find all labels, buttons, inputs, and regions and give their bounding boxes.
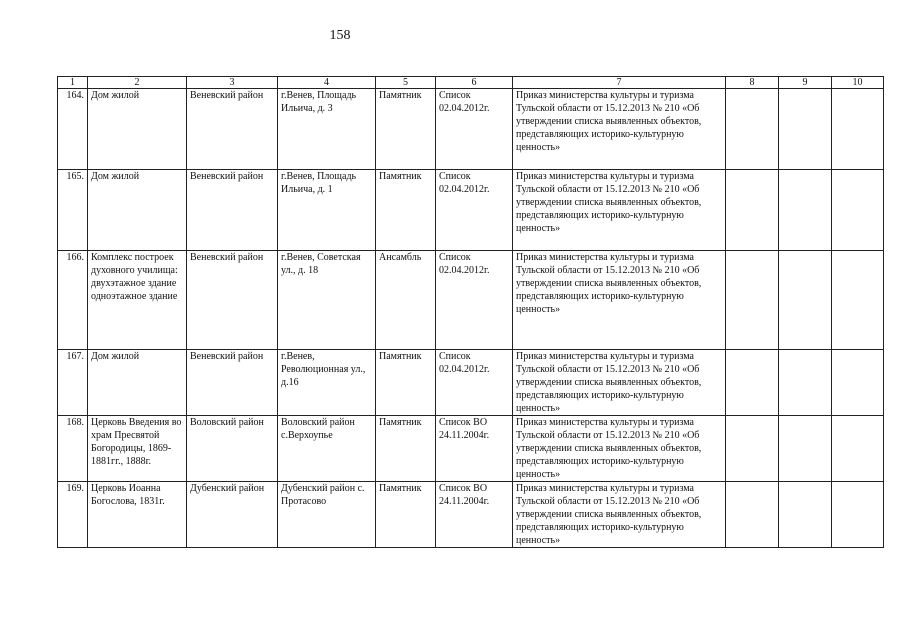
order-reference: Приказ министерства культуры и туризма Тульской области от 15.12.2013 № 210 «Об утверждении списка выявленных объектов, представляющих историко-культурную ценность» <box>513 350 726 416</box>
address: г.Венев, Площадь Ильича, д. 1 <box>278 170 376 251</box>
column-8-cell <box>726 350 779 416</box>
address: Дубенский район с. Протасово <box>278 482 376 548</box>
column-9-cell <box>779 482 832 548</box>
column-header: 9 <box>779 77 832 89</box>
object-type: Памятник <box>376 482 436 548</box>
column-header: 6 <box>436 77 513 89</box>
district: Веневский район <box>187 170 278 251</box>
district: Веневский район <box>187 89 278 170</box>
table-row <box>58 350 884 416</box>
address: Воловский район с.Верхоупье <box>278 416 376 482</box>
column-header: 7 <box>513 77 726 89</box>
table-row <box>58 89 884 170</box>
district: Воловский район <box>187 416 278 482</box>
row-number: 165. <box>58 170 88 251</box>
list-reference: Список 02.04.2012г. <box>436 89 513 170</box>
column-9-cell <box>779 251 832 350</box>
district: Веневский район <box>187 350 278 416</box>
object-name: Дом жилой <box>88 350 187 416</box>
column-9-cell <box>779 350 832 416</box>
order-reference: Приказ министерства культуры и туризма Тульской области от 15.12.2013 № 210 «Об утверждении списка выявленных объектов, представляющих историко-культурную ценность» <box>513 482 726 548</box>
column-8-cell <box>726 416 779 482</box>
list-reference: Список ВО 24.11.2004г. <box>436 482 513 548</box>
district: Дубенский район <box>187 482 278 548</box>
column-8-cell <box>726 89 779 170</box>
table-row <box>58 416 884 482</box>
column-9-cell <box>779 416 832 482</box>
list-reference: Список 02.04.2012г. <box>436 350 513 416</box>
column-header: 1 <box>58 77 88 89</box>
column-8-cell <box>726 170 779 251</box>
column-header: 5 <box>376 77 436 89</box>
column-header: 8 <box>726 77 779 89</box>
order-reference: Приказ министерства культуры и туризма Тульской области от 15.12.2013 № 210 «Об утверждении списка выявленных объектов, представляющих историко-культурную ценность» <box>513 89 726 170</box>
object-type: Ансамбль <box>376 251 436 350</box>
column-10-cell <box>832 416 884 482</box>
column-10-cell <box>832 482 884 548</box>
column-header: 3 <box>187 77 278 89</box>
order-reference: Приказ министерства культуры и туризма Тульской области от 15.12.2013 № 210 «Об утверждении списка выявленных объектов, представляющих историко-культурную ценность» <box>513 416 726 482</box>
row-number: 166. <box>58 251 88 350</box>
column-header: 2 <box>88 77 187 89</box>
row-number: 167. <box>58 350 88 416</box>
column-10-cell <box>832 89 884 170</box>
table-row <box>58 482 884 548</box>
column-10-cell <box>832 251 884 350</box>
object-name: Церковь Введения во храм Пресвятой Богородицы, 1869-1881гг., 1888г. <box>88 416 187 482</box>
table-row <box>58 251 884 350</box>
object-type: Памятник <box>376 89 436 170</box>
object-type: Памятник <box>376 416 436 482</box>
column-header: 10 <box>832 77 884 89</box>
column-9-cell <box>779 170 832 251</box>
object-type: Памятник <box>376 350 436 416</box>
column-8-cell <box>726 251 779 350</box>
heritage-objects-table <box>57 76 884 548</box>
column-10-cell <box>832 350 884 416</box>
object-name: Церковь Иоанна Богослова, 1831г. <box>88 482 187 548</box>
list-reference: Список 02.04.2012г. <box>436 251 513 350</box>
table-row <box>58 170 884 251</box>
object-name: Дом жилой <box>88 170 187 251</box>
order-reference: Приказ министерства культуры и туризма Тульской области от 15.12.2013 № 210 «Об утверждении списка выявленных объектов, представляющих историко-культурную ценность» <box>513 251 726 350</box>
row-number: 164. <box>58 89 88 170</box>
column-number-header-row <box>58 77 884 89</box>
row-number: 169. <box>58 482 88 548</box>
address: г.Венев, Советская ул., д. 18 <box>278 251 376 350</box>
address: г.Венев, Площадь Ильича, д. 3 <box>278 89 376 170</box>
object-name: Дом жилой <box>88 89 187 170</box>
object-type: Памятник <box>376 170 436 251</box>
column-header: 4 <box>278 77 376 89</box>
list-reference: Список ВО 24.11.2004г. <box>436 416 513 482</box>
row-number: 168. <box>58 416 88 482</box>
column-9-cell <box>779 89 832 170</box>
district: Веневский район <box>187 251 278 350</box>
object-name: Комплекс построек духовного училища: двухэтажное здание одноэтажное здание <box>88 251 187 350</box>
column-8-cell <box>726 482 779 548</box>
order-reference: Приказ министерства культуры и туризма Тульской области от 15.12.2013 № 210 «Об утверждении списка выявленных объектов, представляющих историко-культурную ценность» <box>513 170 726 251</box>
page-number: 158 <box>329 28 351 43</box>
address: г.Венев, Революционная ул., д.16 <box>278 350 376 416</box>
list-reference: Список 02.04.2012г. <box>436 170 513 251</box>
column-10-cell <box>832 170 884 251</box>
